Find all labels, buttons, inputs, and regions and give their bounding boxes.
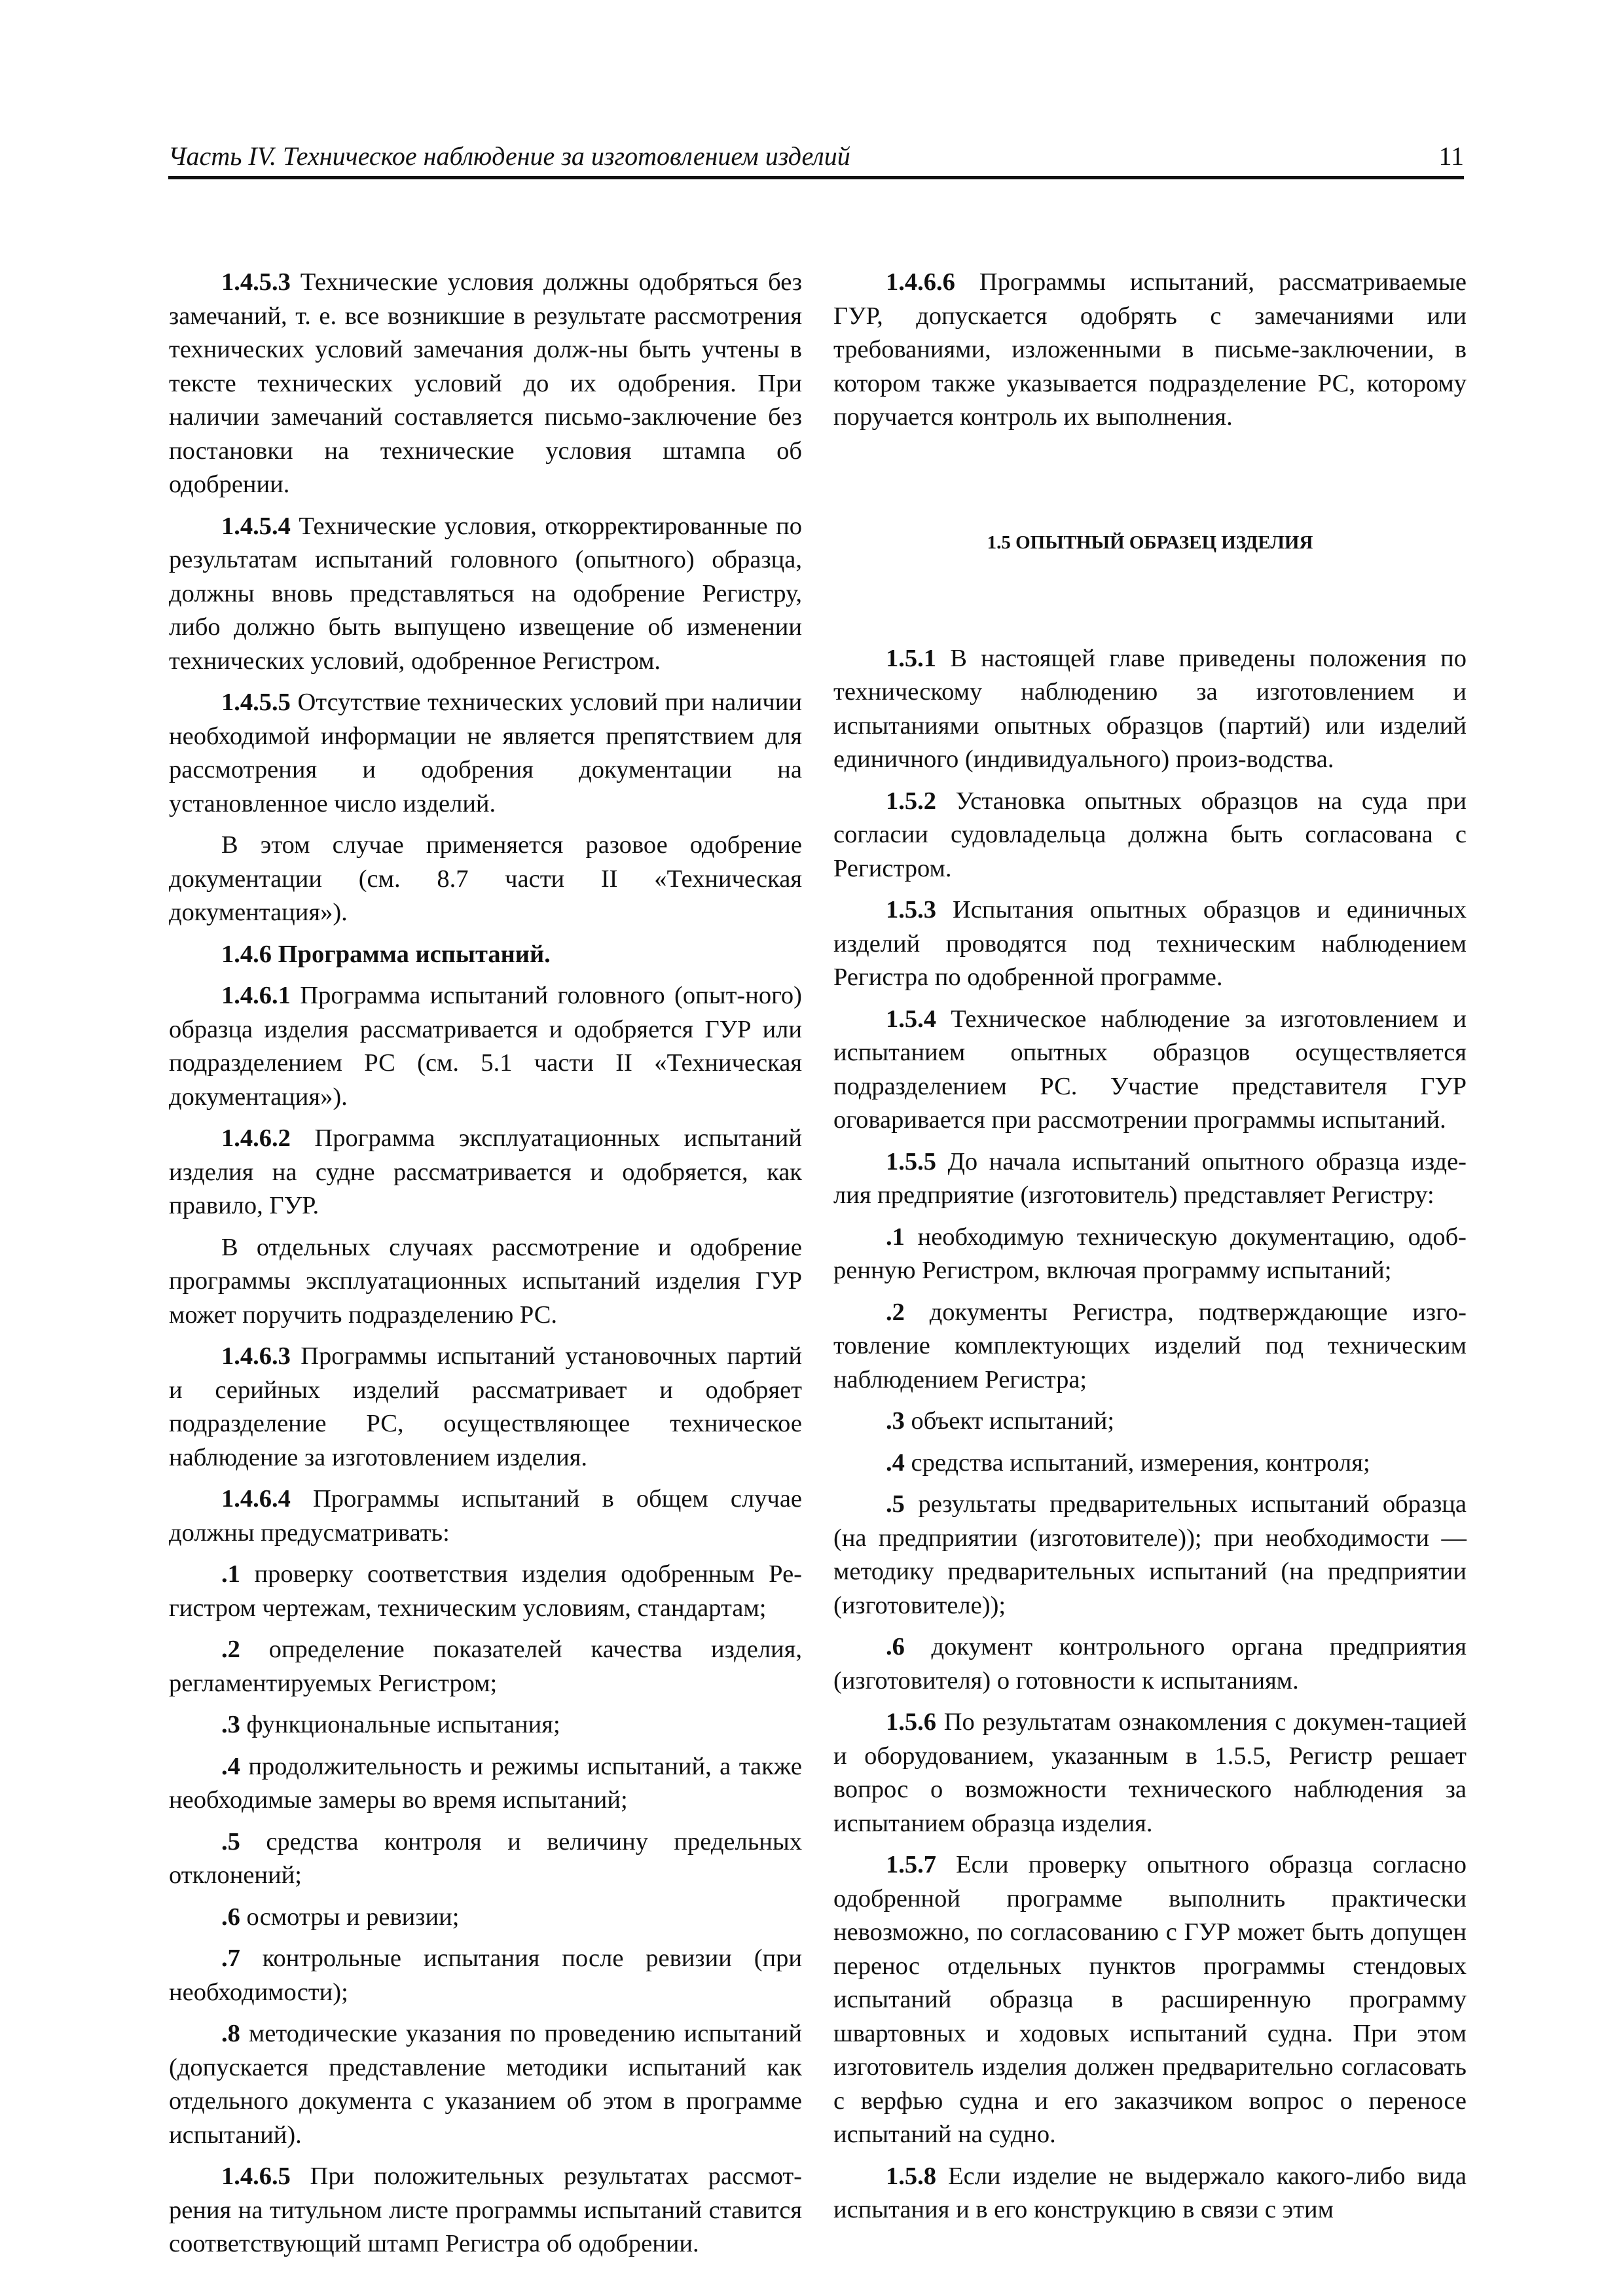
left-column	[169, 258, 802, 2261]
list-item-6: .6 осмотры и ревизии;	[221, 1903, 460, 1931]
paragraph-1-5-8: 1.5.8 Если изделие не выдержало какого-либо вида испытания и в его конструкцию в связи с этим	[833, 2162, 1467, 2223]
list-item-3: .3 объект испытаний;	[886, 1407, 1115, 1435]
page-header	[168, 141, 1464, 172]
paragraph-1-4-5-3: 1.4.5.3 Технические условия должны одобряться без замечаний, т. е. все возникшие в результате рассмотрения технических условий замечания долж-ны быть учтены в тексте технических условий до их одобрения. При наличии замечаний составляется письмо-заключение без постановки на технические условия штампа об одобрении.	[169, 268, 802, 498]
paragraph-1-4-6-3: 1.4.6.3 Программы испытаний установочных партий и серийных изделий рассматривает и одобряет подразделение РС, осуществляющее техническое наблюдение за изготовлением изделия.	[169, 1342, 802, 1471]
right-column	[833, 258, 1467, 2227]
paragraph-1-5-7: 1.5.7 Если проверку опытного образца согласно одобренной программе выполнить практически невозможно, по согласованию с ГУР может быть допущен перенос отдельных пунктов программы стендовых испытаний образца в расширенную программу швартовных и ходовых испытаний судна. При этом изготовитель изделия должен предварительно согласовать с верфью судна и его заказчиком вопрос о переносе испытаний на судно.	[833, 1851, 1467, 2148]
list-item-1: .1 проверку соответствия изделия одобренным Ре-гистром чертежам, техническим условиям, стандартам;	[169, 1560, 802, 1622]
paragraph-1-5-3: 1.5.3 Испытания опытных образцов и единичных изделий проводятся под техническим наблюдением Регистра по одобренной программе.	[833, 896, 1467, 991]
paragraph-1-4-6-2: 1.4.6.2 Программа эксплуатационных испытаний изделия на судне рассматривается и одобряется, как правило, ГУР.	[169, 1124, 802, 1219]
list-item-4: .4 продолжительность и режимы испытаний, а также необходимые замеры во время испытаний;	[169, 1752, 802, 1814]
header-title: Часть IV. Техническое наблюдение за изготовлением изделий	[168, 141, 850, 171]
page-number: 11	[1438, 141, 1464, 171]
list-item-5: .5 средства контроля и величину предельных отклонений;	[169, 1827, 802, 1889]
header-rule	[168, 176, 1464, 179]
list-item-3: .3 функциональные испытания;	[221, 1711, 560, 1738]
paragraph-1-5-1: 1.5.1 В настоящей главе приведены положения по техническому наблюдению за изготовлением и испытаниями опытных образцов (партий) или изделий единичного (индивидуального) произ-водства.	[833, 644, 1467, 773]
paragraph-1-5-5: 1.5.5 До начала испытаний опытного образца изде-лия предприятие (изготовитель) представляет Регистру:	[833, 1147, 1467, 1209]
list-item-5: .5 результаты предварительных испытаний образца (на предприятии (изготовителе)); при необходимости — методику предварительных испытаний (на предприятии (изготовителе));	[833, 1490, 1467, 1619]
paragraph-1-4-6-5: 1.4.6.5 При положительных результатах рассмот-рения на титульном листе программы испытаний ставится соответствующий штамп Регистра об одобрении.	[169, 2162, 802, 2257]
paragraph-1-5-4: 1.5.4 Техническое наблюдение за изготовлением и испытанием опытных образцов осуществляется подразделением РС. Участие представителя ГУР оговаривается при рассмотрении программы испытаний.	[833, 1005, 1467, 1134]
paragraph-1-4-6-6: 1.4.6.6 Программы испытаний, рассматриваемые ГУР, допускается одобрять с замечаниями или требованиями, изложенными в письме-заключении, в котором также указывается подразделение РС, которому поручается контроль их выполнения.	[833, 268, 1467, 431]
paragraph-1-5-6: 1.5.6 По результатам ознакомления с докумен-тацией и оборудованием, указанным в 1.5.5, Регистр решает вопрос о возможности технического наблюдения за испытанием образца изделия.	[833, 1708, 1467, 1837]
list-item-6: .6 документ контрольного органа предприятия (изготовителя) о готовности к испытаниям.	[833, 1633, 1467, 1695]
list-item-8: .8 методические указания по проведению испытаний (допускается представление методики испытаний как отдельного документа с указанием об этом в программе испытаний).	[169, 2020, 802, 2149]
paragraph-one-time-approval: В этом случае применяется разовое одобрение документации (см. 8.7 части II «Техническая документация»).	[169, 831, 802, 926]
list-item-7: .7 контрольные испытания после ревизии (при необходимости);	[169, 1945, 802, 2006]
paragraph-1-5-2: 1.5.2 Установка опытных образцов на суда при согласии судовладельца должна быть согласована с Регистром.	[833, 787, 1467, 882]
section-title: 1.5 ОПЫТНЫЙ ОБРАЗЕЦ ИЗДЕЛИЯ	[987, 531, 1313, 553]
list-item-4: .4 средства испытаний, измерения, контроля;	[886, 1448, 1370, 1477]
paragraph-1-4-5-4: 1.4.5.4 Технические условия, откорректированные по результатам испытаний головного (опытного) образца, должны вновь представляться на одобрение Регистру, либо должно быть выпущено извещение об изменении технических условий, одобренное Регистром.	[169, 512, 802, 675]
list-item-2: .2 определение показателей качества изделия, регламентируемых Регистром;	[169, 1636, 802, 1697]
paragraph-1-4-6-1: 1.4.6.1 Программа испытаний головного (опыт-ного) образца изделия рассматривается и одобряется ГУР или подразделением РС (см. 5.1 части II «Техническая документация»).	[169, 982, 802, 1111]
paragraph-1-4-5-5: 1.4.5.5 Отсутствие технических условий при наличии необходимой информации не является препятствием для рассмотрения и одобрения документации на установленное число изделий.	[169, 689, 802, 817]
paragraph-special-cases: В отдельных случаях рассмотрение и одобрение программы эксплуатационных испытаний изделия ГУР может поручить подразделению РС.	[169, 1233, 802, 1329]
list-item-1: .1 необходимую техническую документацию, одоб-ренную Регистром, включая программу испытаний;	[833, 1223, 1467, 1284]
subheading-1-4-6: 1.4.6 Программа испытаний.	[221, 940, 551, 968]
paragraph-1-4-6-4: 1.4.6.4 Программы испытаний в общем случае должны предусматривать:	[169, 1485, 802, 1547]
list-item-2: .2 документы Регистра, подтверждающие изго-товление комплектующих изделий под техническим наблюдением Регистра;	[833, 1298, 1467, 1393]
